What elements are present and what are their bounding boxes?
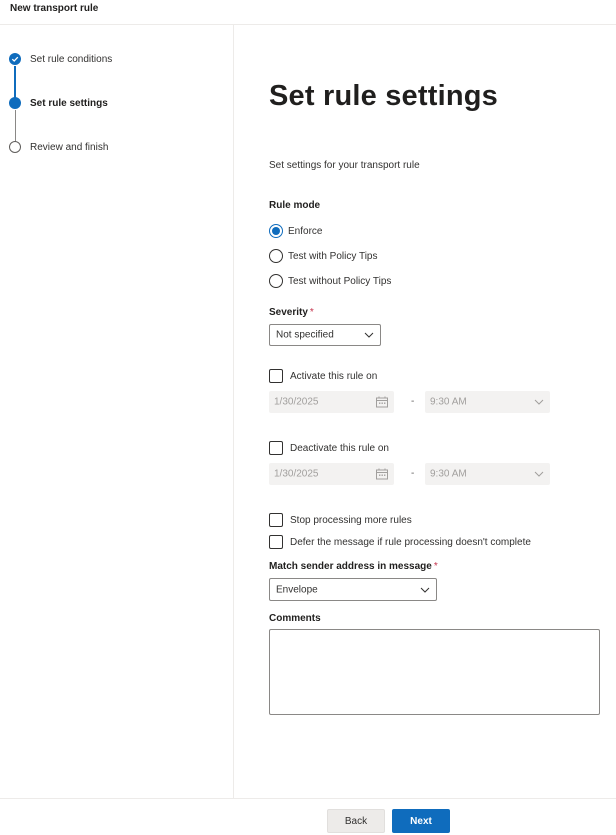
calendar-icon (376, 469, 388, 480)
step-set-rule-conditions[interactable] (9, 52, 112, 66)
deactivate-time-dropdown[interactable] (425, 463, 550, 485)
checkbox-label: Deactivate this rule on (290, 442, 389, 454)
deactivate-time-value: 9:30 AM (430, 468, 467, 480)
checkbox-label: Defer the message if rule processing doesn't complete (290, 536, 531, 548)
match-sender-label-text: Match sender address in message (269, 561, 432, 572)
comments-label: Comments (269, 613, 321, 624)
stop-processing-checkbox[interactable] (269, 512, 412, 528)
title-bar (0, 0, 616, 25)
next-button[interactable]: Next (392, 809, 450, 833)
step-label: Review and finish (30, 141, 109, 153)
match-sender-label (269, 561, 438, 572)
step-review-and-finish[interactable] (9, 140, 108, 154)
radio-unchecked-icon (269, 274, 283, 288)
step-label: Set rule conditions (30, 53, 113, 65)
chevron-down-icon (534, 398, 544, 406)
checkbox-label: Activate this rule on (290, 370, 378, 382)
step-connector-complete (14, 66, 16, 99)
date-time-separator: - (411, 396, 415, 407)
deactivate-rule-checkbox[interactable] (269, 440, 389, 456)
match-sender-value: Envelope (276, 584, 318, 595)
checkbox-icon (269, 369, 283, 383)
radio-unchecked-icon (269, 249, 283, 263)
back-button[interactable]: Back (327, 809, 385, 833)
checkbox-icon (269, 441, 283, 455)
comments-textarea[interactable] (269, 629, 600, 715)
activate-time-value: 9:30 AM (430, 396, 467, 408)
activate-date-value: 1/30/2025 (274, 396, 319, 408)
page-title: Set rule settings (269, 80, 499, 112)
severity-dropdown[interactable] (269, 324, 381, 346)
checkbox-label: Stop processing more rules (290, 514, 412, 526)
defer-message-checkbox[interactable] (269, 534, 531, 550)
radio-test-with-policy-tips[interactable] (269, 248, 377, 264)
activate-date-picker[interactable] (269, 391, 394, 413)
activate-time-dropdown[interactable] (425, 391, 550, 413)
step-connector-pending (15, 110, 16, 142)
check-circle-icon (9, 53, 21, 65)
radio-label: Test without Policy Tips (288, 275, 392, 287)
checkbox-icon (269, 513, 283, 527)
radio-label: Test with Policy Tips (288, 250, 378, 262)
chevron-down-icon (364, 331, 374, 339)
match-sender-dropdown[interactable] (269, 578, 437, 601)
current-step-icon (9, 97, 21, 109)
required-marker: * (433, 561, 438, 572)
radio-test-without-policy-tips[interactable] (269, 273, 391, 289)
window-title: New transport rule (10, 3, 99, 14)
severity-label-text: Severity (269, 307, 308, 318)
wizard-steps-panel (0, 25, 234, 798)
page-subtitle: Set settings for your transport rule (269, 160, 420, 171)
rule-mode-label: Rule mode (269, 200, 321, 211)
deactivate-date-value: 1/30/2025 (274, 468, 319, 480)
chevron-down-icon (420, 586, 430, 594)
radio-label: Enforce (288, 225, 323, 237)
calendar-icon (376, 397, 388, 408)
radio-checked-icon (269, 224, 283, 238)
radio-enforce[interactable] (269, 223, 322, 239)
wizard-footer (0, 798, 616, 835)
required-marker: * (309, 307, 314, 318)
severity-label (269, 307, 314, 318)
date-time-separator: - (411, 468, 415, 479)
step-set-rule-settings[interactable] (9, 96, 108, 110)
chevron-down-icon (534, 470, 544, 478)
checkbox-icon (269, 535, 283, 549)
severity-value: Not specified (276, 329, 334, 341)
activate-rule-checkbox[interactable] (269, 368, 377, 384)
empty-circle-icon (9, 141, 21, 153)
deactivate-date-picker[interactable] (269, 463, 394, 485)
step-label: Set rule settings (30, 97, 108, 109)
